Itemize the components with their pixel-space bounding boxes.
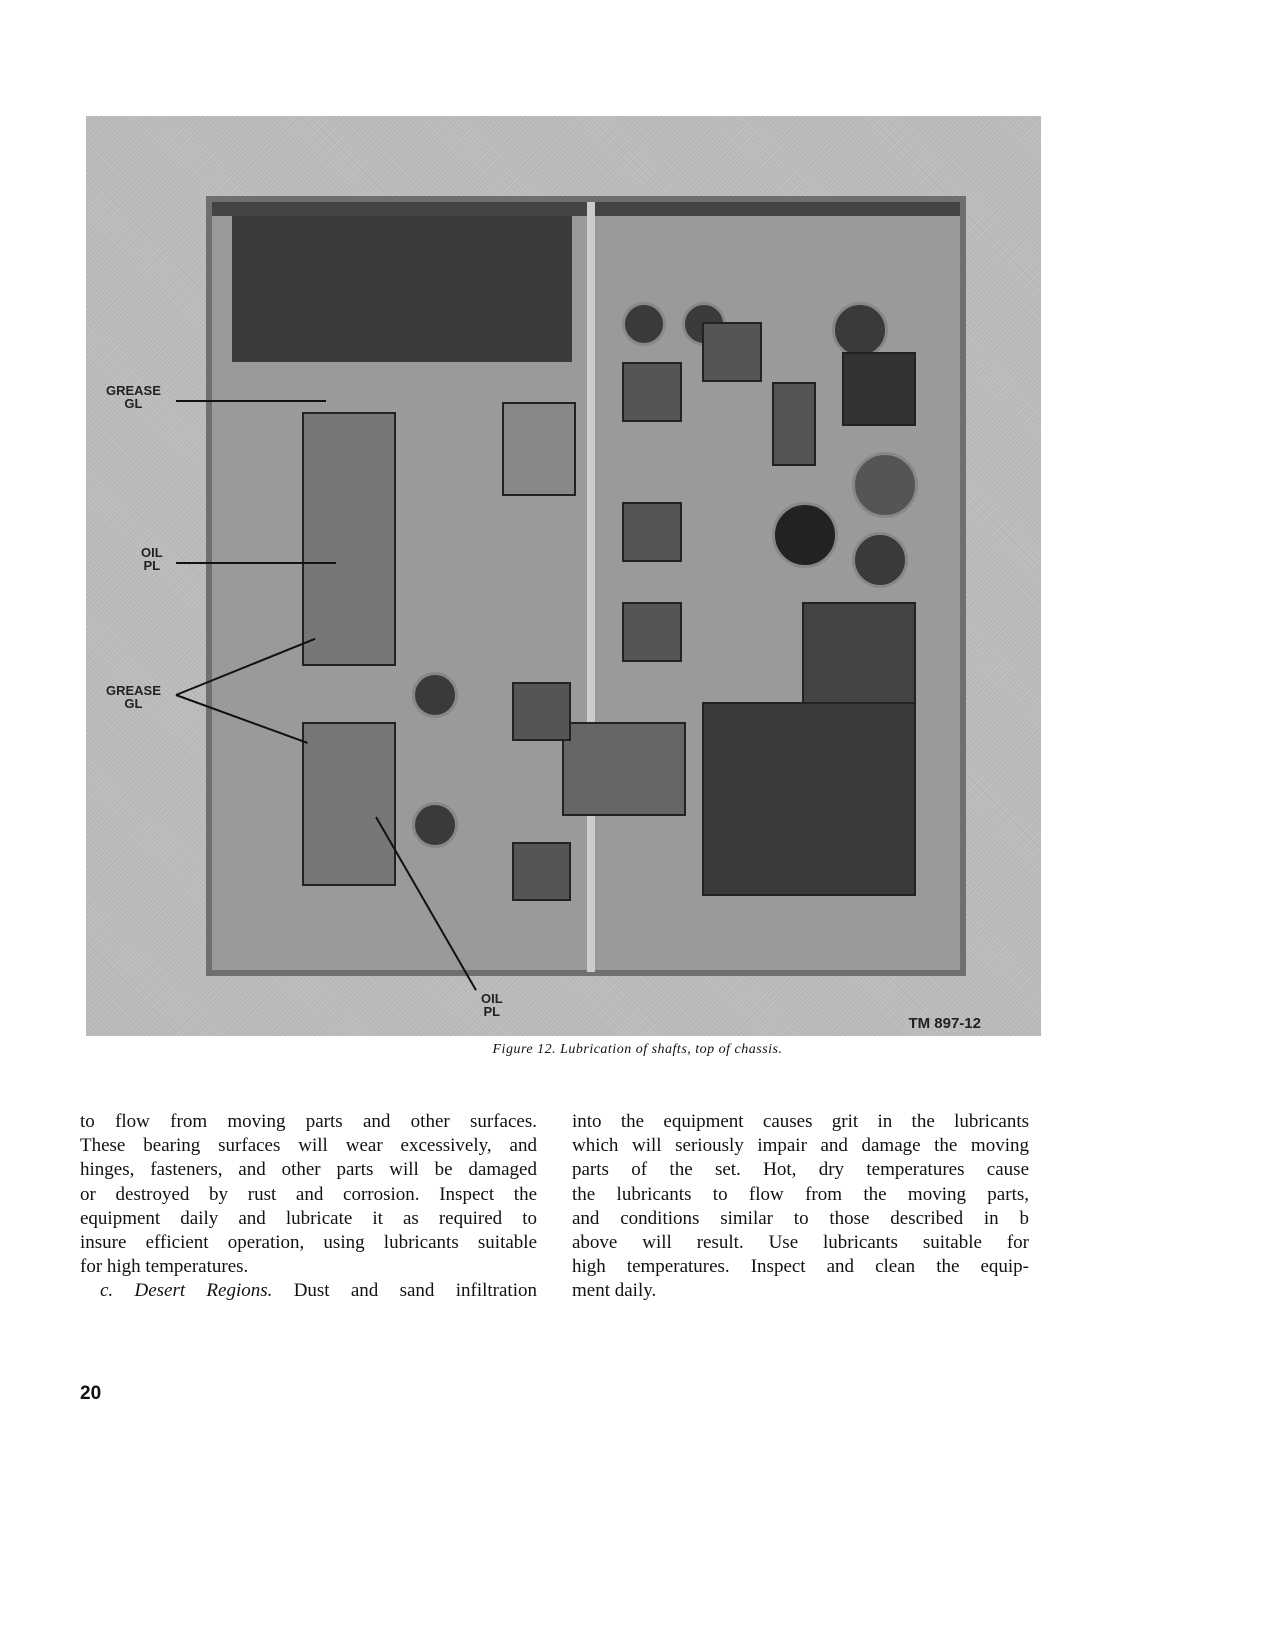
- text-line: equipment daily and lubricate it as required to: [80, 1207, 537, 1229]
- callout-grease-2: GREASE GL: [106, 683, 161, 711]
- section-c-line: c. Desert Regions. Dust and sand infiltration: [100, 1280, 537, 1302]
- text-line: and conditions similar to those described in b: [572, 1207, 1029, 1229]
- text-line: to flow from moving parts and other surfaces.: [80, 1111, 537, 1132]
- chassis: [206, 196, 966, 976]
- text-line: above will result. Use lubricants suitable for: [572, 1232, 1029, 1254]
- callout-oil-2: OIL PL: [481, 991, 503, 1019]
- text-line: or destroyed by rust and corrosion. Inspect the: [80, 1183, 537, 1205]
- text-line: into the equipment causes grit in the lubricants: [572, 1111, 1029, 1132]
- text-line: for high temperatures.: [80, 1256, 249, 1278]
- callout-oil-1: OIL PL: [141, 545, 163, 573]
- section-c-heading: c. Desert Regions.: [100, 1280, 273, 1302]
- text-line: hinges, fasteners, and other parts will be damaged: [80, 1159, 537, 1181]
- text-line: the lubricants to flow from the moving parts,: [572, 1183, 1029, 1205]
- figure-caption: Figure 12. Lubrication of shafts, top of chassis.: [492, 1042, 783, 1057]
- callout-grease-1: GREASE GL: [106, 383, 161, 411]
- chassis-photo: [86, 116, 1041, 1036]
- text-line: insure efficient operation, using lubricants suitable: [80, 1232, 537, 1254]
- text-line: These bearing surfaces will wear excessively, and: [80, 1135, 537, 1157]
- page-number: 20: [80, 1383, 102, 1404]
- text-line: high temperatures. Inspect and clean the equip-: [572, 1256, 1029, 1278]
- text-line: parts of the set. Hot, dry temperatures cause: [572, 1159, 1029, 1181]
- text-line: which will seriously impair and damage the moving: [572, 1135, 1029, 1157]
- text-line: ment daily.: [572, 1280, 657, 1302]
- left-column: [80, 1110, 537, 1304]
- plate-number: TM 897-12: [908, 1015, 981, 1032]
- right-column: [572, 1110, 1029, 1304]
